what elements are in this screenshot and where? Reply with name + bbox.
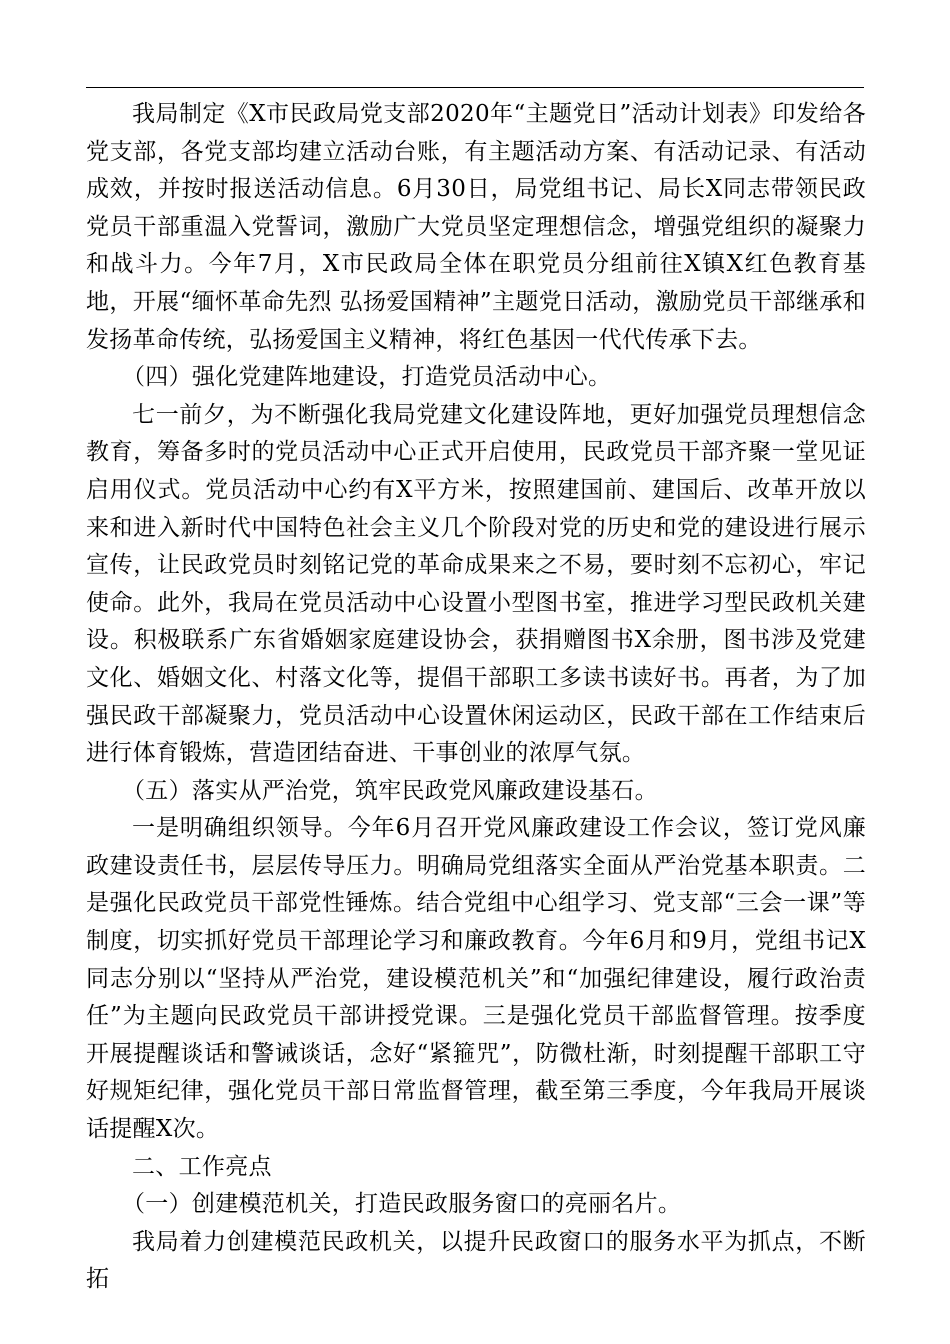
paragraph-strict-governance: 一是明确组织领导。今年6月召开党风廉政建设工作会议，签订党风廉政建设责任书，层层传导压力。明确局党组落实全面从严治党基本职责。二是强化民政党员干部党性锤炼。结合党组中心组学习、党支部“三会一课”等制度，切实抓好党员干部理论学习和廉政教育。今年6月和9月，党组书记X同志分别以“坚持从严治党，建设模范机关”和“加强纪律建设，履行政治责任”为主题向民政党员干部讲授党课。三是强化党员干部监督管理。按季度开展提醒谈话和警诫谈话，念好“紧箍咒”，防微杜渐，时刻提醒干部职工守好规矩纪律，强化党员干部日常监督管理，截至第三季度，今年我局开展谈话提醒X次。 [86,815,866,1143]
heading-model-agency: （一）创建模范机关，打造民政服务窗口的亮丽名片。 [122,1191,682,1218]
heading-section-five: （五）落实从严治党，筑牢民政党风廉政建设基石。 [122,777,658,804]
paragraph-activity-center: 七一前夕，为不断强化我局党建文化建设阵地，更好加强党员理想信念教育，筹备多时的党员活动中心正式开启使用，民政党员干部齐聚一堂见证启用仪式。党员活动中心约有X平方米，按照建国前、建国后、改革开放以来和进入新时代中国特色社会主义几个阶段对党的历史和党的建设进行展示宣传，让民政党员时刻铭记党的革命成果来之不易，要时刻不忘初心，牢记使命。此外，我局在党员活动中心设置小型图书室，推进学习型民政机关建设。积极联系广东省婚姻家庭建设协会，获捐赠图书X余册，图书涉及党建文化、婚姻文化、村落文化等，提倡干部职工多读书读好书。再者，为了加强民政干部凝聚力，党员活动中心设置休闲运动区，民政干部在工作结束后进行体育锻炼，营造团结奋进、干事创业的浓厚气氛。 [86,401,866,767]
paragraph-activity-plan: 我局制定《X市民政局党支部2020年“主题党日”活动计划表》印发给各党支部，各党支部均建立活动台账，有主题活动方案、有活动记录、有活动成效，并按时报送活动信息。6月30日，局党组书记、局长X同志带领民政党员干部重温入党誓词，激励广大党员坚定理想信念，增强党组织的凝聚力和战斗力。今年7月，X市民政局全体在职党员分组前往X镇X红色教育基地，开展“缅怀革命先烈 弘扬爱国精神”主题党日活动，激励党员干部继承和发扬革命传统，弘扬爱国主义精神，将红色基因一代代传承下去。 [86,101,866,353]
document-body [86,96,866,1299]
heading-highlights: 二、工作亮点 [132,1153,272,1180]
header-rule [86,87,864,88]
heading-section-four: （四）强化党建阵地建设，打造党员活动中心。 [122,364,612,391]
paragraph-model-agency: 我局着力创建模范民政机关，以提升民政窗口的服务水平为抓点，不断拓 [86,1228,866,1293]
